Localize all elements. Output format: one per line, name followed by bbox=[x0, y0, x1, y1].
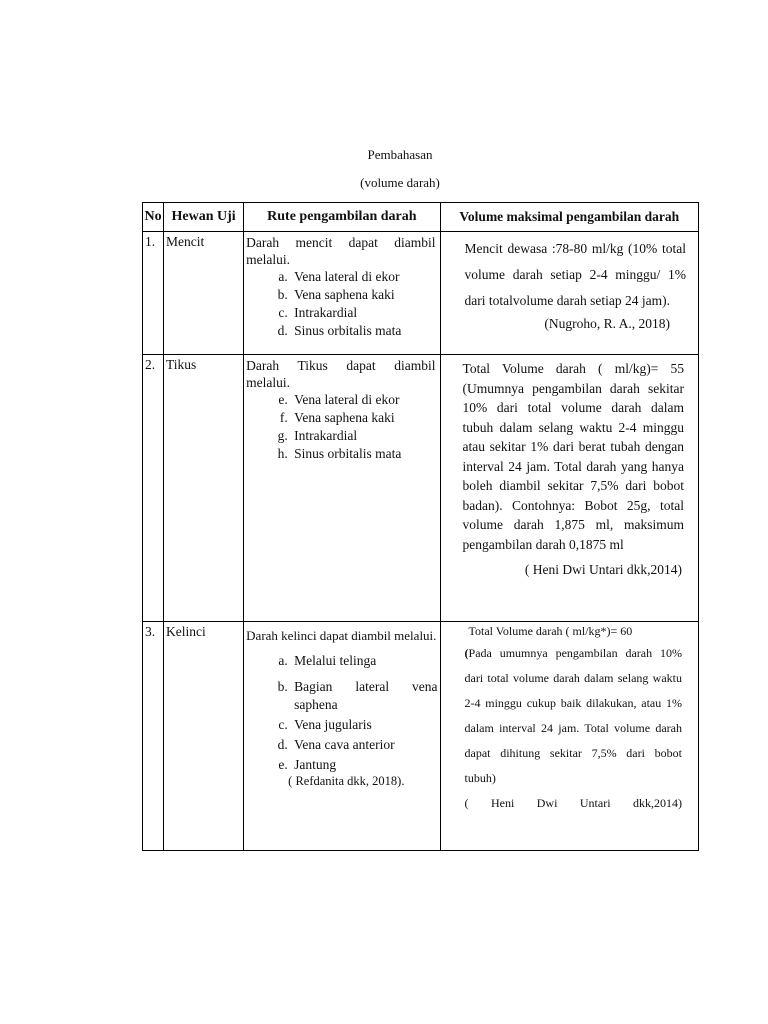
list-item: g. Intrakardial bbox=[291, 427, 437, 445]
route-intro: Darah Tikus dapat diambil melalui. bbox=[246, 358, 436, 390]
route-list bbox=[246, 391, 437, 463]
route-cell bbox=[244, 232, 440, 355]
route-cell bbox=[244, 355, 440, 622]
data-table bbox=[142, 202, 699, 851]
volume-head: Total Volume darah ( ml/kg*)= 60 bbox=[468, 624, 633, 638]
table-row bbox=[143, 232, 699, 355]
list-item: f. Vena saphena kaki bbox=[291, 409, 437, 427]
animal-name: Mencit bbox=[164, 232, 244, 355]
volume-text: Total Volume darah ( ml/kg)= 55 (Umumnya pengambilan darah sekitar 10% dari total volume darah dalam tubuh dalam selang waktu 2-4 minggu atau sekitar 1% dari berat tubah dengan interval 24 jam. Total darah yang hanya boleh diambil sekitar 7,5% dari bobot badan). Contohnya: Bobot 25g, total volume darah 1,875 ml, maksimum pengambilan darah 0,1875 ml bbox=[462, 361, 684, 552]
route-list bbox=[246, 652, 437, 774]
volume-body bbox=[443, 639, 696, 791]
volume-bold-char: ( bbox=[464, 646, 469, 660]
volume-text: Pada umumnya pengambilan darah 10% dari total volume darah dalam selang waktu 2-4 minggu cukup baik dilakukan, atau 1% dalam interval 24 jam. Total volume darah dapat dihitung sekitar 7,5% dari bobot tubuh) bbox=[464, 646, 682, 785]
volume-text: Mencit dewasa :78-80 ml/kg (10% total volume darah setiap 2-4 minggu/ 1% dari totalvolume darah setiap 24 jam). bbox=[464, 241, 686, 308]
page-title: Pembahasan bbox=[367, 147, 433, 162]
list-item: b. Vena saphena kaki bbox=[291, 286, 437, 304]
header-volume: Volume maksimal pengambilan darah bbox=[440, 203, 698, 232]
list-item: e. Jantung bbox=[291, 756, 437, 774]
table-row bbox=[143, 622, 699, 851]
route-intro: Darah kelinci dapat diambil melalui. bbox=[246, 628, 437, 643]
page-subtitle: (volume darah) bbox=[360, 175, 440, 190]
animal-name: Tikus bbox=[164, 355, 244, 622]
route-ref: ( Refdanita dkk, 2018). bbox=[288, 774, 405, 788]
list-item: h. Sinus orbitalis mata bbox=[291, 445, 437, 463]
list-item: c. Vena jugularis bbox=[291, 716, 437, 734]
list-item: e. Vena lateral di ekor bbox=[291, 391, 437, 409]
table-row bbox=[143, 355, 699, 622]
route-list bbox=[246, 268, 437, 340]
volume-ref: (Nugroho, R. A., 2018) bbox=[544, 316, 670, 331]
list-item: d. Sinus orbitalis mata bbox=[291, 322, 437, 340]
header-animal: Hewan Uji bbox=[164, 203, 244, 232]
route-cell bbox=[244, 622, 440, 851]
route-intro: Darah mencit dapat diambil melalui. bbox=[246, 235, 436, 267]
list-item: a. Vena lateral di ekor bbox=[291, 268, 437, 286]
table-header-row bbox=[143, 203, 699, 232]
volume-ref: ( Heni Dwi Untari dkk,2014) bbox=[464, 796, 682, 810]
row-number: 2. bbox=[143, 355, 164, 622]
list-item: c. Intrakardial bbox=[291, 304, 437, 322]
row-number: 3. bbox=[143, 622, 164, 851]
list-item: d. Vena cava anterior bbox=[291, 736, 437, 754]
list-item: a. Melalui telinga bbox=[291, 652, 437, 670]
header-route: Rute pengambilan darah bbox=[244, 203, 440, 232]
animal-name: Kelinci bbox=[164, 622, 244, 851]
volume-cell bbox=[440, 622, 698, 851]
volume-cell bbox=[440, 355, 698, 622]
volume-cell bbox=[440, 232, 698, 355]
header-no: No bbox=[143, 203, 164, 232]
list-item: b. Bagian lateral vena saphena bbox=[291, 678, 437, 714]
row-number: 1. bbox=[143, 232, 164, 355]
volume-ref: ( Heni Dwi Untari dkk,2014) bbox=[524, 562, 682, 577]
